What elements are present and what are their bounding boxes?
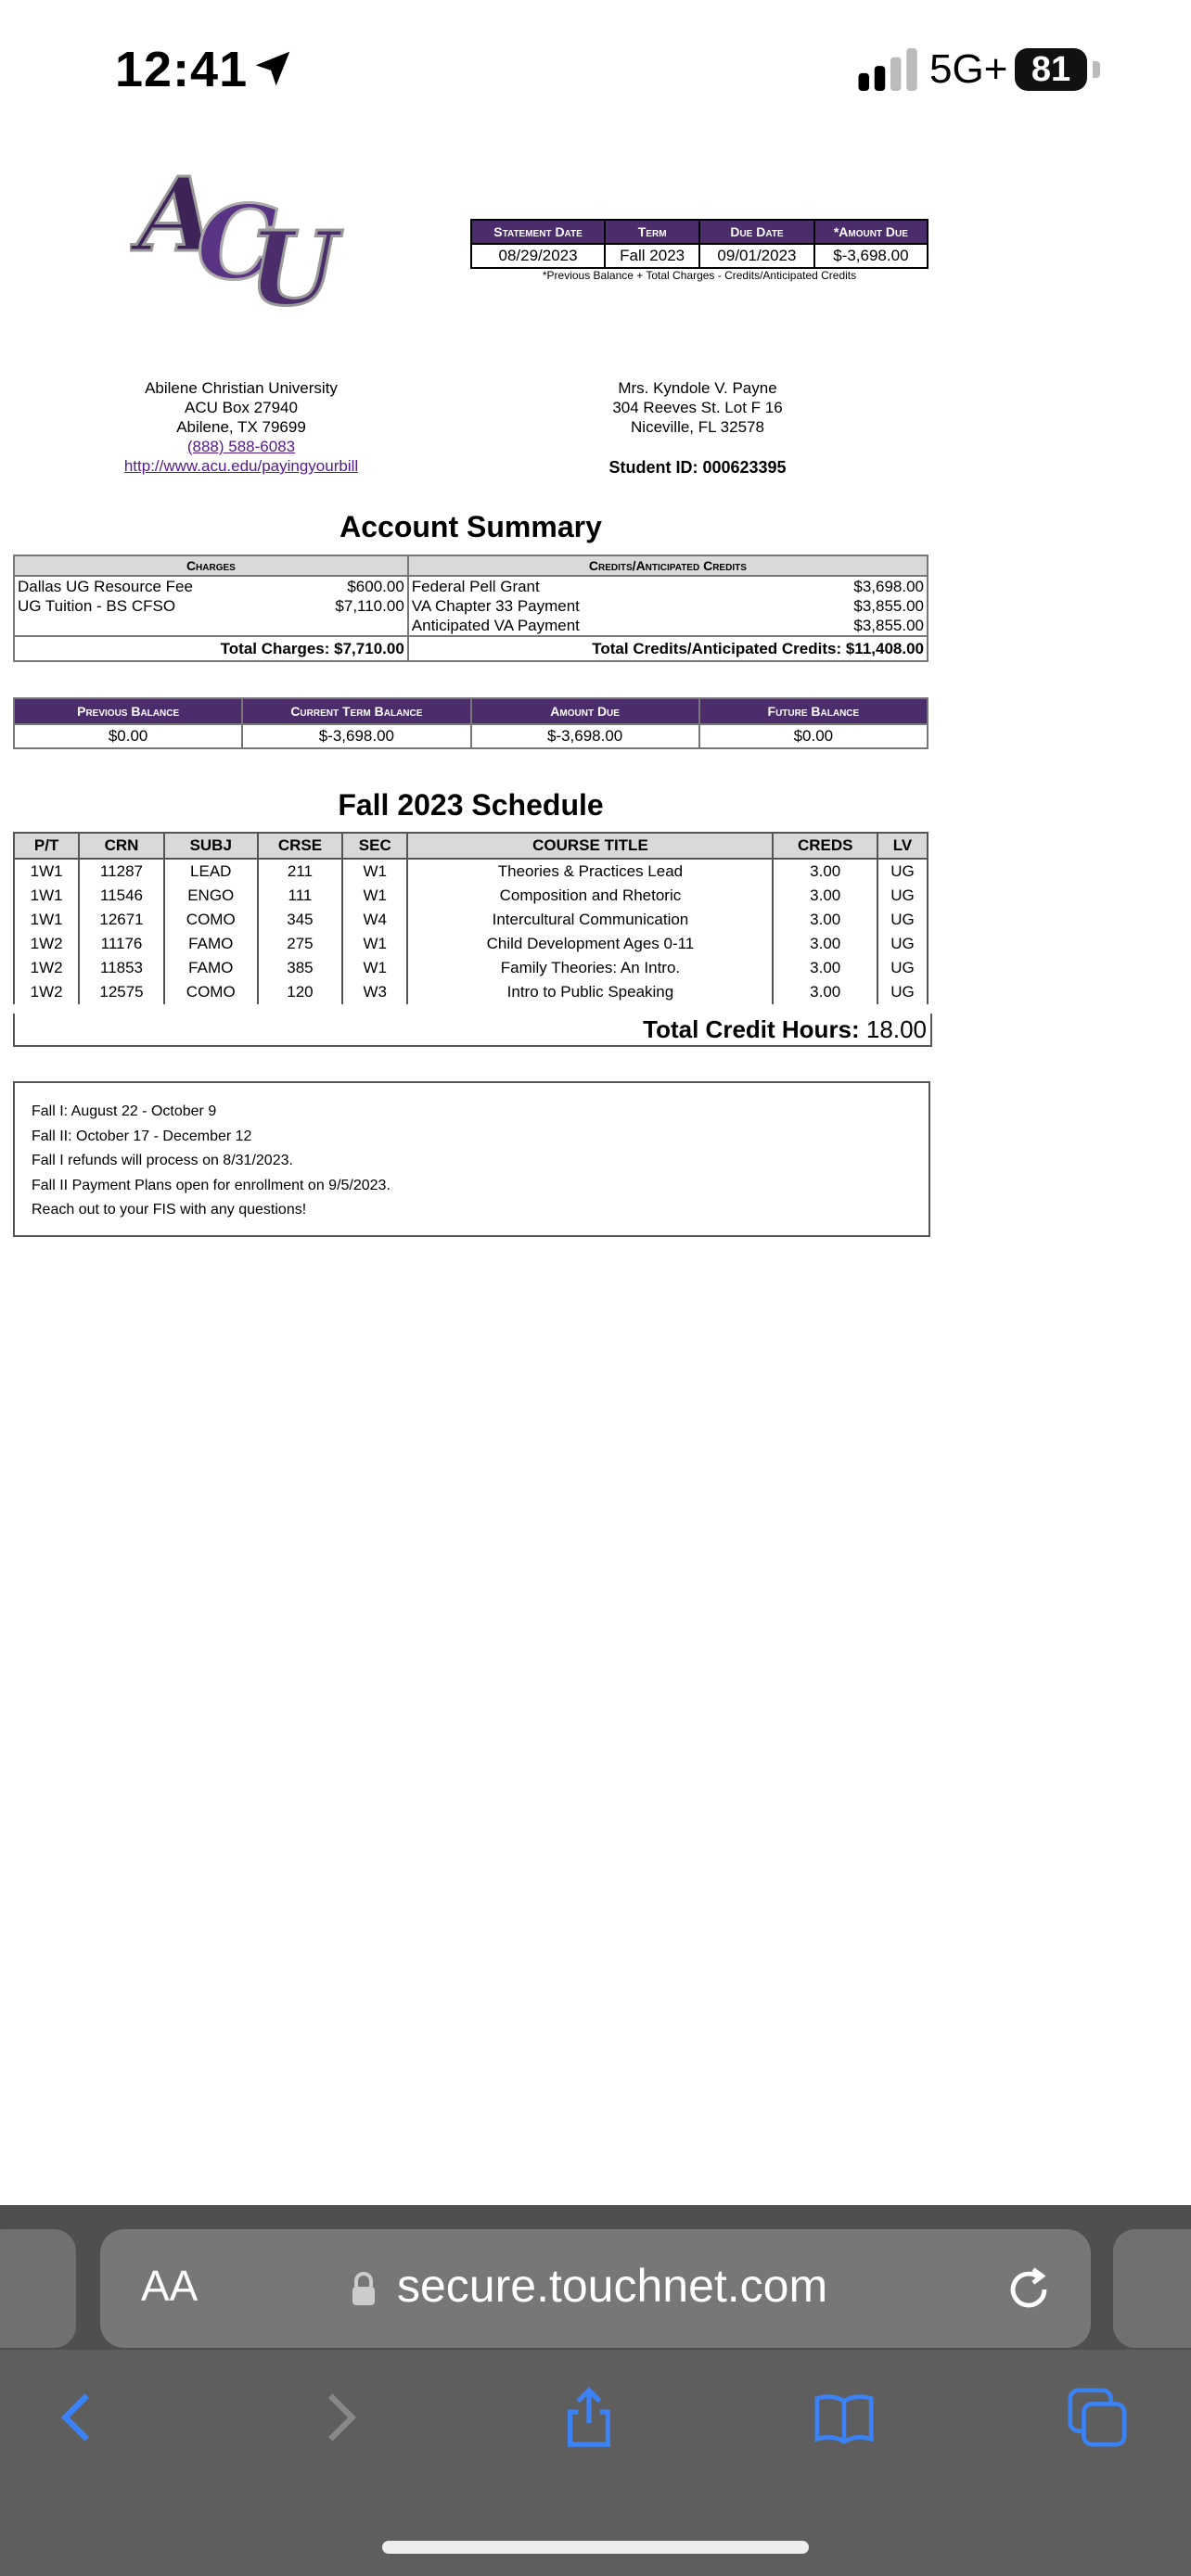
future-balance-header: Future Balance [699, 698, 928, 724]
cell-pt: 1W2 [14, 956, 79, 980]
cell-course-title: Intro to Public Speaking [407, 980, 773, 1004]
cell-sec: W1 [342, 884, 407, 908]
amount-due-balance-header: Amount Due [471, 698, 699, 724]
bookmarks-icon[interactable] [812, 2385, 877, 2450]
credit-amount: $3,698.00 [769, 576, 928, 596]
col-header-crn: CRN [79, 833, 163, 859]
cell-crse: 275 [258, 932, 342, 956]
cell-lv: UG [877, 884, 928, 908]
note-line: Fall II: October 17 - December 12 [32, 1128, 252, 1144]
cell-lv: UG [877, 859, 928, 884]
previous-balance: $0.00 [14, 724, 242, 748]
cell-creds: 3.00 [773, 956, 877, 980]
table-row [14, 980, 928, 1004]
school-address [93, 378, 390, 476]
cell-creds: 3.00 [773, 908, 877, 932]
amount-due-balance: $-3,698.00 [471, 724, 699, 748]
status-time: 12:41 [115, 42, 249, 97]
reload-icon[interactable] [1002, 2263, 1056, 2316]
location-arrow-icon [252, 48, 293, 89]
cell-lv: UG [877, 980, 928, 1004]
cell-pt: 1W2 [14, 932, 79, 956]
due-date: 09/01/2023 [699, 244, 814, 268]
cell-crse: 120 [258, 980, 342, 1004]
schedule-table [13, 832, 928, 1004]
total-charges: Total Charges: $7,710.00 [14, 636, 408, 661]
note-line: Fall I: August 22 - October 9 [32, 1103, 217, 1119]
balance-table [13, 697, 928, 749]
cell-lv: UG [877, 956, 928, 980]
tabs-icon[interactable] [1065, 2385, 1130, 2450]
cell-creds: 3.00 [773, 884, 877, 908]
cell-pt: 1W1 [14, 859, 79, 884]
due-date-header: Due Date [699, 220, 814, 244]
charge-label: Dallas UG Resource Fee [14, 576, 292, 596]
col-header-sec: SEC [342, 833, 407, 859]
credit-label: VA Chapter 33 Payment [411, 597, 580, 615]
cellular-signal-icon [857, 48, 924, 91]
statement-date-header: Statement Date [471, 220, 605, 244]
total-credits: Total Credits/Anticipated Credits: $11,408.00 [408, 636, 928, 661]
credit-amount: $3,855.00 [769, 616, 928, 636]
cell-subj: COMO [164, 980, 258, 1004]
notes-box [13, 1081, 930, 1237]
cell-crse: 211 [258, 859, 342, 884]
cell-course-title: Intercultural Communication [407, 908, 773, 932]
cell-creds: 3.00 [773, 980, 877, 1004]
charge-amount: $7,110.00 [292, 596, 408, 616]
battery-tip [1093, 61, 1100, 78]
charge-label: UG Tuition - BS CFSO [14, 596, 292, 616]
cell-lv: UG [877, 908, 928, 932]
future-balance: $0.00 [699, 724, 928, 748]
acu-logo [130, 148, 362, 315]
lock-icon [351, 2272, 377, 2305]
cell-pt: 1W1 [14, 908, 79, 932]
charge-amount: $600.00 [292, 576, 408, 596]
cell-pt: 1W2 [14, 980, 79, 1004]
cell-subj: LEAD [164, 859, 258, 884]
previous-balance-header: Previous Balance [14, 698, 242, 724]
cell-crn: 11546 [79, 884, 163, 908]
cell-lv: UG [877, 932, 928, 956]
col-header-course-title: COURSE TITLE [407, 833, 773, 859]
cell-crse: 345 [258, 908, 342, 932]
cell-creds: 3.00 [773, 859, 877, 884]
cell-crn: 12671 [79, 908, 163, 932]
share-icon[interactable] [557, 2385, 621, 2450]
amount-due: $-3,698.00 [814, 244, 928, 268]
col-header-crse: CRSE [258, 833, 342, 859]
statement-date: 08/29/2023 [471, 244, 605, 268]
cell-crn: 11176 [79, 932, 163, 956]
next-tab-preview[interactable] [1113, 2229, 1191, 2348]
col-header-pt: P/T [14, 833, 79, 859]
credits-header: Credits/Anticipated Credits [408, 555, 928, 576]
network-type: 5G+ [929, 46, 1008, 92]
note-line: Fall I refunds will process on 8/31/2023. [32, 1153, 293, 1168]
cell-crn: 11853 [79, 956, 163, 980]
student-address-line1: 304 Reeves St. Lot F 16 [612, 399, 783, 416]
table-row [14, 932, 928, 956]
cell-subj: ENGO [164, 884, 258, 908]
account-summary-title: Account Summary [339, 510, 602, 543]
table-row [14, 884, 928, 908]
cell-course-title: Composition and Rhetoric [407, 884, 773, 908]
svg-text:A: A [137, 155, 217, 274]
school-website-link[interactable]: http://www.acu.edu/payingyourbill [123, 457, 359, 475]
current-term-balance: $-3,698.00 [242, 724, 470, 748]
table-row [14, 956, 928, 980]
cell-subj: FAMO [164, 932, 258, 956]
cell-subj: FAMO [164, 956, 258, 980]
table-row [14, 908, 928, 932]
statement-header-table [470, 219, 928, 269]
cell-pt: 1W1 [14, 884, 79, 908]
school-address-line2: Abilene, TX 79699 [176, 418, 306, 436]
school-name: Abilene Christian University [145, 379, 338, 397]
svg-text:U: U [249, 209, 338, 315]
total-credit-hours-value: 18.00 [865, 1015, 927, 1043]
school-phone-link[interactable]: (888) 588-6083 [186, 438, 296, 455]
url-text[interactable]: secure.touchnet.com [397, 2260, 828, 2312]
student-address [557, 378, 839, 437]
charges-header: Charges [14, 555, 408, 576]
schedule-title: Fall 2023 Schedule [338, 788, 604, 822]
total-credit-hours-label: Total Credit Hours: [643, 1015, 860, 1043]
term: Fall 2023 [605, 244, 699, 268]
cell-course-title: Family Theories: An Intro. [407, 956, 773, 980]
account-summary-table [13, 555, 928, 662]
cell-sec: W1 [342, 956, 407, 980]
current-term-balance-header: Current Term Balance [242, 698, 470, 724]
cell-sec: W4 [342, 908, 407, 932]
battery-indicator: 81 [1015, 48, 1087, 91]
table-row [14, 859, 928, 884]
cell-sec: W1 [342, 859, 407, 884]
previous-tab-preview[interactable] [0, 2229, 76, 2348]
col-header-subj: SUBJ [164, 833, 258, 859]
amount-footnote: *Previous Balance + Total Charges - Credits/Anticipated Credits [542, 269, 857, 282]
term-header: Term [605, 220, 699, 244]
school-address-line1: ACU Box 27940 [185, 399, 298, 416]
col-header-lv: LV [877, 833, 928, 859]
credit-amount: $3,855.00 [769, 596, 928, 616]
cell-sec: W1 [342, 932, 407, 956]
home-indicator [382, 2541, 809, 2554]
cell-crn: 12575 [79, 980, 163, 1004]
cell-creds: 3.00 [773, 932, 877, 956]
credit-label: Federal Pell Grant [411, 578, 540, 595]
student-id: Student ID: 000623395 [608, 458, 787, 477]
text-size-button[interactable]: AA [141, 2262, 198, 2310]
forward-icon[interactable] [306, 2385, 371, 2450]
cell-sec: W3 [342, 980, 407, 1004]
cell-crse: 111 [258, 884, 342, 908]
note-line: Reach out to your FIS with any questions! [32, 1202, 307, 1218]
note-line: Fall II Payment Plans open for enrollment on 9/5/2023. [32, 1177, 391, 1193]
cell-course-title: Child Development Ages 0-11 [407, 932, 773, 956]
cell-crse: 385 [258, 956, 342, 980]
total-credit-hours [13, 1014, 932, 1047]
col-header-creds: CREDS [773, 833, 877, 859]
amount-due-header: *Amount Due [814, 220, 928, 244]
svg-text:C: C [197, 183, 278, 302]
cell-course-title: Theories & Practices Lead [407, 859, 773, 884]
student-name: Mrs. Kyndole V. Payne [618, 379, 777, 397]
student-address-line2: Niceville, FL 32578 [631, 418, 764, 436]
cell-subj: COMO [164, 908, 258, 932]
cell-crn: 11287 [79, 859, 163, 884]
back-icon[interactable] [46, 2385, 111, 2450]
credit-label: Anticipated VA Payment [411, 617, 580, 634]
